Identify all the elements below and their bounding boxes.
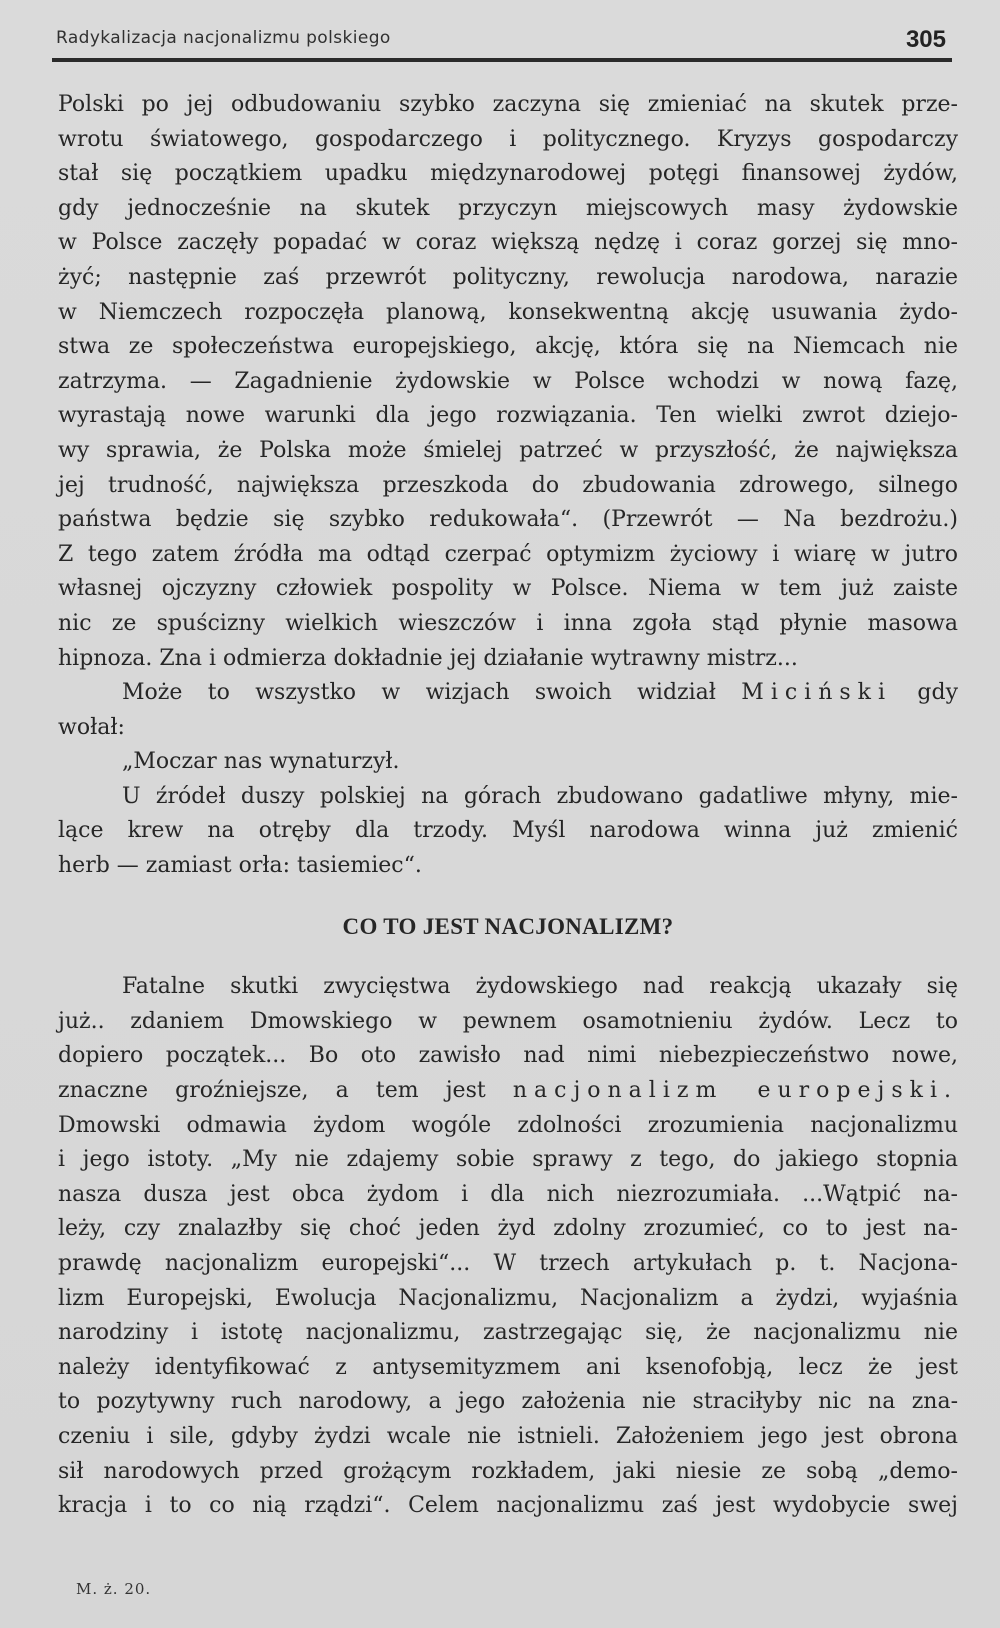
signature-mark: M. ż. 20. xyxy=(76,1580,152,1598)
text-line: narodziny i istotę nacjonalizmu, zastrzegając się, że nacjonalizmu nie xyxy=(58,1320,958,1346)
text-line: Z tego zatem źródła ma odtąd czerpać optymizm życiowy i wiarę w jutro xyxy=(58,541,958,567)
paragraph-1 xyxy=(58,88,958,676)
body-text xyxy=(58,88,958,1524)
quote-block xyxy=(58,745,958,883)
text-line: czeniu i sile, gdyby żydzi wcale nie istnieli. Założeniem jego jest obrona xyxy=(58,1423,958,1449)
text-line: wrotu światowego, gospodarczego i politycznego. Kryzys gospodarczy xyxy=(58,126,958,152)
text-line: stał się początkiem upadku międzynarodowej potęgi finansowej żydów, xyxy=(58,161,958,187)
text-line: lizm Europejski, Ewolucja Nacjonalizmu, Nacjonalizm a żydzi, wyjaśnia xyxy=(58,1285,958,1311)
quote-line: „Moczar nas wynaturzył. xyxy=(122,749,400,775)
text-line: wyrastają nowe warunki dla jego rozwiązania. Ten wielki zwrot dziejo- xyxy=(58,403,958,429)
text-line: gdy jednocześnie na skutek przyczyn miejscowych masy żydowskie xyxy=(58,195,958,221)
spaced-term: nacjonalizm europejski. xyxy=(512,1078,958,1104)
header-rule xyxy=(52,58,952,62)
text-line: stwa ze społeczeństwa europejskiego, akcję, która się na Niemcach nie xyxy=(58,334,958,360)
text-line: sił narodowych przed grożącym rozkładem, jaki niesie ze sobą „demo- xyxy=(58,1458,958,1484)
text-fragment: gdy xyxy=(892,680,959,706)
text-line: prawdę nacjonalizm europejski“... W trzech artykułach p. t. Nacjona- xyxy=(58,1251,958,1276)
text-line: jej trudność, największa przeszkoda do zbudowania zdrowego, silnego xyxy=(58,472,958,498)
text-line: to pozytywny ruch narodowy, a jego założenia nie straciłyby nic na zna- xyxy=(58,1389,958,1415)
section-heading: CO TO JEST NACJONALIZM? xyxy=(342,913,674,939)
text-line: kracja i to co nią rządzi“. Celem nacjonalizmu zaś jest wydobycie swej xyxy=(58,1493,958,1519)
text-line: dopiero początek... Bo oto zawisło nad nimi niebezpieczeństwo nowe, xyxy=(58,1043,958,1069)
text-line: żyć; następnie zaś przewrót polityczny, rewolucja narodowa, narazie xyxy=(58,264,958,290)
text-line: wy sprawia, że Polska może śmielej patrzeć w przyszłość, że największa xyxy=(58,437,958,463)
paragraph-2 xyxy=(58,676,958,745)
quote-line: herb — zamiast orła: tasiemiec“. xyxy=(58,853,422,879)
text-fragment: Może to wszystko w wizjach swoich widział xyxy=(122,680,742,706)
page-header xyxy=(52,24,952,64)
text-line: zatrzyma. — Zagadnienie żydowskie w Polsce wchodzi w nową fazę, xyxy=(58,368,958,394)
paragraph-3 xyxy=(58,970,958,1524)
text-line: w Niemczech rozpoczęła planową, konsekwentną akcję usuwania żydo- xyxy=(58,299,958,325)
text-line: Fatalne skutki zwycięstwa żydowskiego nad reakcją ukazały się xyxy=(122,974,958,1000)
text-line: własnej ojczyzny człowiek pospolity w Polsce. Niema w tem już zaiste xyxy=(58,576,958,602)
text-line: wołał: xyxy=(58,714,125,740)
text-line: Polski po jej odbudowaniu szybko zaczyna się zmieniać na skutek prze- xyxy=(58,92,958,117)
author-name: Miciński xyxy=(741,680,893,706)
text-line: hipnoza. Zna i odmierza dokładnie jej działanie wytrawny mistrz... xyxy=(58,645,798,671)
text-line: Dmowski odmawia żydom wogóle zdolności zrozumienia nacjonalizmu xyxy=(58,1112,958,1138)
quote-line: lące krew na otręby dla trzody. Myśl narodowa winna już zmienić xyxy=(58,818,958,844)
text-line: państwa będzie się szybko redukowała“. (Przewrót — Na bezdrożu.) xyxy=(58,507,958,533)
text-line: nasza dusza jest obca żydom i dla nich niezrozumiała. ...Wątpić na- xyxy=(58,1181,958,1207)
text-line: należy identyfikować z antysemityzmem ani ksenofobją, lecz że jest xyxy=(58,1354,958,1380)
page-number: 305 xyxy=(905,26,946,53)
text-line xyxy=(58,676,958,711)
text-line: nic ze spuścizny wielkich wieszczów i inna zgoła stąd płynie masowa xyxy=(58,610,958,636)
text-line: leży, czy znalazłby się choć jeden żyd zdolny zrozumieć, co to jest na- xyxy=(58,1216,958,1242)
quote-line: U źródeł duszy polskiej na górach zbudowano gadatliwe młyny, mie- xyxy=(122,783,958,809)
text-line: i jego istoty. „My nie zdajemy sobie sprawy z tego, do jakiego stopnia xyxy=(58,1147,958,1173)
text-line: już.. zdaniem Dmowskiego w pewnem osamotnieniu żydów. Lecz to xyxy=(58,1008,958,1034)
text-line xyxy=(58,1074,958,1109)
text-fragment: znaczne groźniejsze, a tem jest xyxy=(58,1078,513,1104)
running-title: Radykalizacja nacjonalizmu polskiego xyxy=(56,28,391,48)
text-line: w Polsce zaczęły popadać w coraz większą nędzę i coraz gorzej się mno- xyxy=(58,230,958,256)
